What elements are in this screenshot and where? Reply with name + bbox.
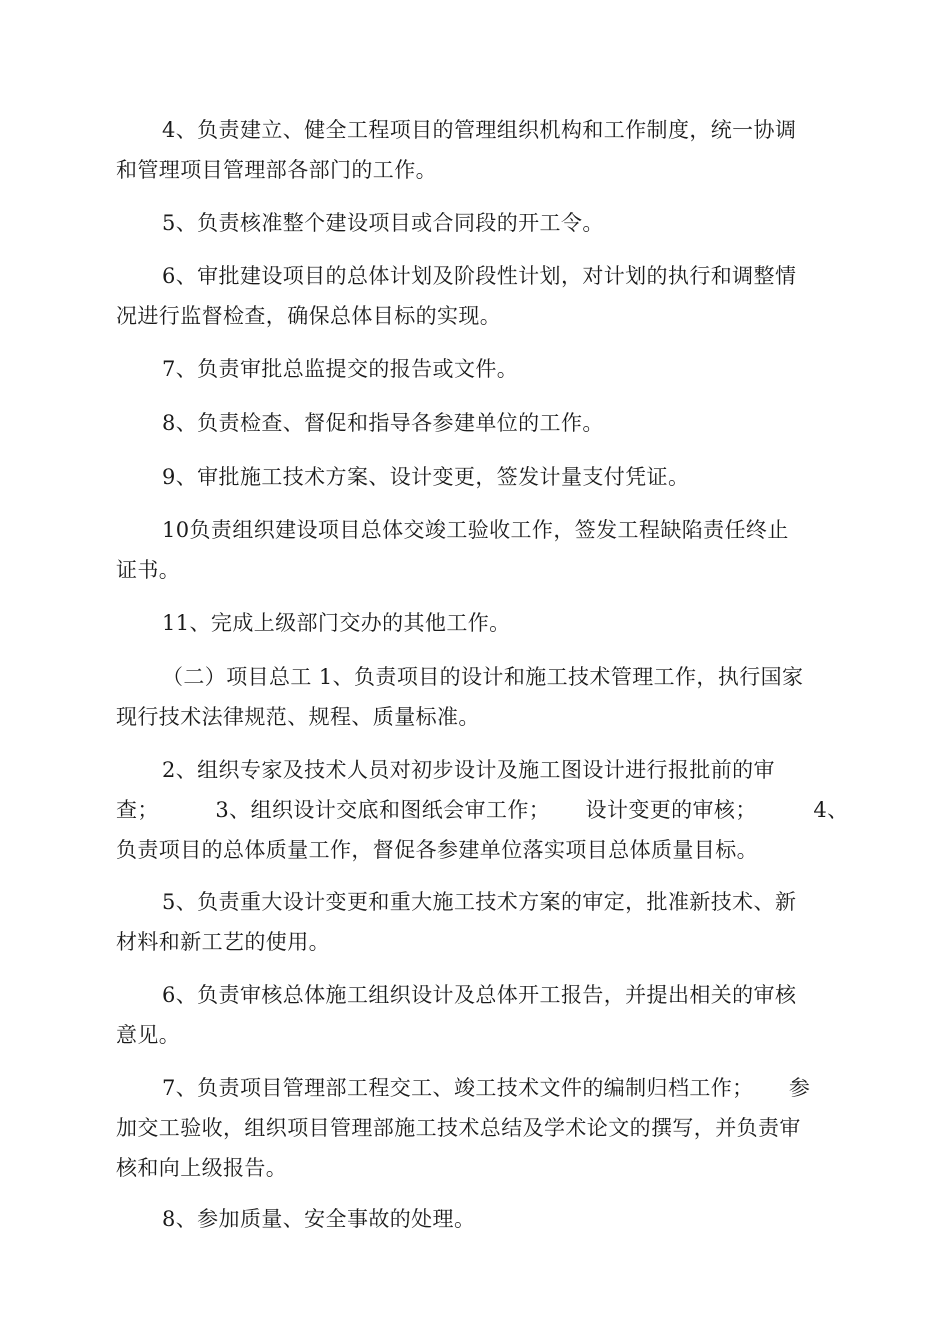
paragraph-4 [116, 110, 836, 190]
paragraph-11 [116, 603, 836, 643]
paragraph-line: 6、审批建设项目的总体计划及阶段性计划，对计划的执行和调整情 [162, 264, 797, 288]
paragraph-line: 核和向上级报告。 [116, 1156, 288, 1180]
paragraph-line: 证书。 [116, 558, 181, 582]
paragraph-line: 7、负责项目管理部工程交工、竣工技术文件的编制归档工作； 参 [162, 1076, 811, 1100]
paragraph-line: 加交工验收，组织项目管理部施工技术总结及学术论文的撰写，并负责审 [116, 1116, 801, 1140]
paragraph-line: 9、审批施工技术方案、设计变更，签发计量支付凭证。 [162, 465, 690, 489]
paragraph-line: 现行技术法律规范、规程、质量标准。 [116, 705, 480, 729]
paragraph-section-2 [116, 657, 836, 737]
paragraph-line: 6、负责审核总体施工组织设计及总体开工报告，并提出相关的审核 [162, 983, 797, 1007]
paragraph-7 [116, 349, 836, 389]
paragraph-8 [116, 403, 836, 443]
paragraph-7-archive [116, 1068, 836, 1188]
paragraph-6-review [116, 975, 836, 1055]
paragraph-line: 负责项目的总体质量工作，督促各参建单位落实项目总体质量目标。 [116, 838, 758, 862]
paragraph-line: （二）项目总工 1、负责项目的设计和施工技术管理工作，执行国家 [162, 665, 804, 689]
paragraph-line: 8、参加质量、安全事故的处理。 [162, 1207, 476, 1231]
paragraph-6 [116, 256, 836, 336]
paragraph-line: 7、负责审批总监提交的报告或文件。 [162, 357, 519, 381]
paragraph-2-review [116, 750, 849, 870]
paragraph-line: 意见。 [116, 1023, 181, 1047]
paragraph-10 [116, 510, 836, 590]
paragraph-line: 材料和新工艺的使用。 [116, 930, 330, 954]
paragraph-line: 11、完成上级部门交办的其他工作。 [162, 611, 511, 635]
paragraph-line: 2、组织专家及技术人员对初步设计及施工图设计进行报批前的审 [162, 758, 775, 782]
paragraph-line: 查； 3、组织设计交底和图纸会审工作； 设计变更的审核； 4、 [116, 798, 849, 822]
paragraph-line: 况进行监督检查，确保总体目标的实现。 [116, 304, 502, 328]
paragraph-5 [116, 203, 836, 243]
paragraph-9 [116, 457, 836, 497]
paragraph-line: 4、负责建立、健全工程项目的管理组织机构和工作制度，统一协调 [162, 118, 797, 142]
paragraph-line: 和管理项目管理部各部门的工作。 [116, 158, 437, 182]
paragraph-8-accident [116, 1199, 836, 1239]
paragraph-line: 8、负责检查、督促和指导各参建单位的工作。 [162, 411, 604, 435]
paragraph-line: 5、负责核准整个建设项目或合同段的开工令。 [162, 211, 604, 235]
paragraph-5-design-change [116, 882, 836, 962]
paragraph-line: 10负责组织建设项目总体交竣工验收工作，签发工程缺陷责任终止 [162, 518, 789, 542]
paragraph-line: 5、负责重大设计变更和重大施工技术方案的审定，批准新技术、新 [162, 890, 797, 914]
